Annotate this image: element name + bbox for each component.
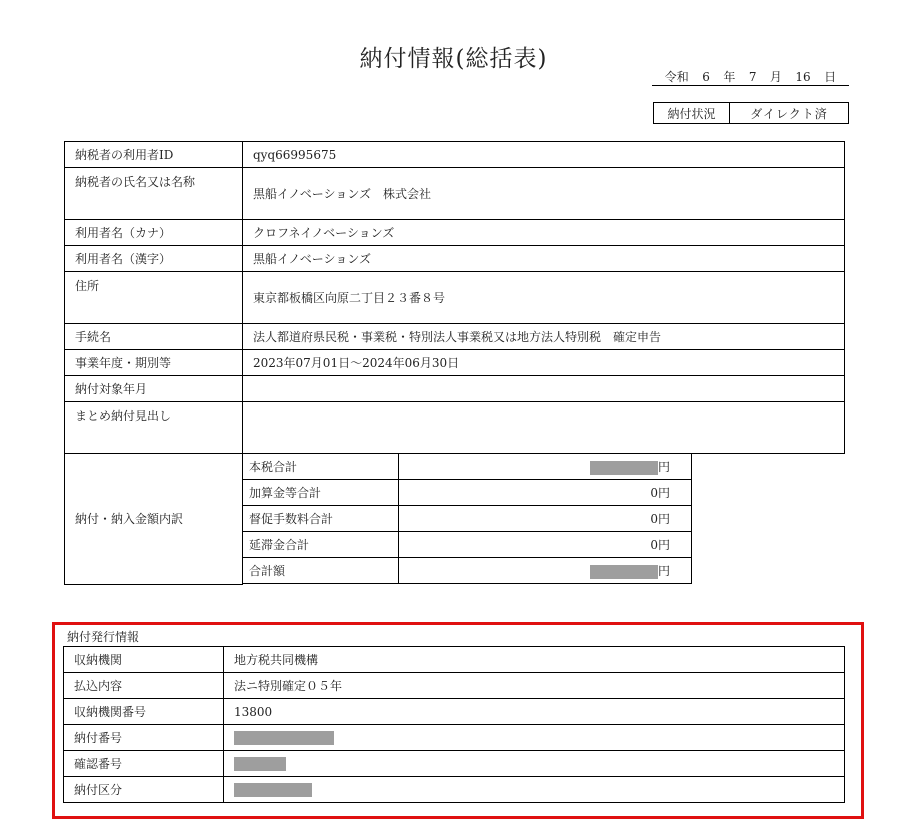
payment-status-label: 納付状況 (654, 103, 730, 123)
table-row (65, 272, 845, 324)
table-row (64, 699, 845, 725)
target-month-label: 納付対象年月 (65, 376, 243, 402)
table-row (65, 246, 845, 272)
breakdown-row (243, 558, 692, 584)
date-era: 令和 (664, 70, 689, 84)
breakdown-value-cell (399, 558, 692, 584)
page-title: 納付情報(総括表) (359, 46, 548, 72)
breakdown-label: 納付・納入金額内訳 (65, 454, 243, 585)
date-month-unit: 月 (769, 70, 782, 84)
kanji-label: 利用者名（漢字） (65, 246, 243, 272)
agency-value: 地方税共同機構 (224, 647, 845, 673)
breakdown-table (242, 454, 692, 584)
confirmation-number-value (224, 751, 845, 777)
summary-label: まとめ納付見出し (65, 402, 243, 454)
breakdown-row (243, 506, 692, 532)
kanji-value: 黒船イノベーションズ (243, 246, 845, 272)
breakdown-value-cell: 0円 (399, 480, 692, 506)
table-row (65, 142, 845, 168)
address-value: 東京都板橋区向原二丁目２３番８号 (243, 272, 845, 324)
breakdown-label-cell: 本税合計 (243, 454, 399, 480)
procedure-label: 手続名 (65, 324, 243, 350)
payment-category-label: 納付区分 (64, 777, 224, 803)
user-id-label: 納税者の利用者ID (65, 142, 243, 168)
kana-value: クロフネイノベーションズ (243, 220, 845, 246)
issue-date (652, 68, 849, 86)
redaction-bar (234, 731, 334, 745)
table-row (65, 402, 845, 454)
period-label: 事業年度・期別等 (65, 350, 243, 376)
target-month-value (243, 376, 845, 402)
breakdown-value-cell: 0円 (399, 532, 692, 558)
table-row (65, 376, 845, 402)
breakdown-unit: 円 (657, 564, 670, 578)
redaction-bar (234, 783, 312, 797)
date-day-unit: 日 (824, 70, 837, 84)
payment-number-value (224, 725, 845, 751)
table-row (65, 324, 845, 350)
agency-label: 収納機関 (64, 647, 224, 673)
user-id-value: qyq66995675 (243, 142, 845, 168)
redaction-bar (590, 565, 658, 579)
table-row (65, 220, 845, 246)
breakdown-value-cell (399, 454, 692, 480)
date-year-unit: 年 (723, 70, 736, 84)
breakdown-cell (243, 454, 845, 585)
breakdown-row (243, 480, 692, 506)
table-row (65, 350, 845, 376)
issue-info-title: 納付発行情報 (67, 630, 140, 644)
table-row (64, 647, 845, 673)
date-day: 16 (795, 69, 811, 84)
payment-content-label: 払込内容 (64, 673, 224, 699)
payment-number-label: 納付番号 (64, 725, 224, 751)
agency-number-label: 収納機関番号 (64, 699, 224, 725)
kana-label: 利用者名（カナ） (65, 220, 243, 246)
table-row (64, 673, 845, 699)
breakdown-label-cell: 合計額 (243, 558, 399, 584)
taxpayer-info-table (64, 141, 845, 585)
payment-content-value: 法ニ特別確定０５年 (224, 673, 845, 699)
table-row (65, 168, 845, 220)
agency-number-value: 13800 (224, 699, 845, 725)
table-row (64, 725, 845, 751)
breakdown-unit: 円 (657, 460, 670, 474)
breakdown-label-cell: 督促手数料合計 (243, 506, 399, 532)
summary-value (243, 402, 845, 454)
table-row (64, 751, 845, 777)
name-value: 黒船イノベーションズ 株式会社 (243, 168, 845, 220)
address-label: 住所 (65, 272, 243, 324)
breakdown-label-cell: 加算金等合計 (243, 480, 399, 506)
payment-status-value: ダイレクト済 (750, 106, 828, 121)
table-row (64, 777, 845, 803)
name-label: 納税者の氏名又は名称 (65, 168, 243, 220)
breakdown-row (243, 454, 692, 480)
period-value: 2023年07月01日～2024年06月30日 (243, 350, 845, 376)
redaction-bar (234, 757, 286, 771)
payment-status-box (653, 102, 849, 124)
payment-category-value (224, 777, 845, 803)
table-row (65, 454, 845, 585)
redaction-bar (590, 461, 658, 475)
date-year: 6 (702, 69, 710, 84)
issue-info-table (63, 646, 845, 803)
breakdown-row (243, 532, 692, 558)
breakdown-label-cell: 延滞金合計 (243, 532, 399, 558)
date-month: 7 (748, 69, 757, 84)
procedure-value: 法人都道府県民税・事業税・特別法人事業税又は地方法人特別税 確定申告 (243, 324, 845, 350)
confirmation-number-label: 確認番号 (64, 751, 224, 777)
breakdown-value-cell: 0円 (399, 506, 692, 532)
